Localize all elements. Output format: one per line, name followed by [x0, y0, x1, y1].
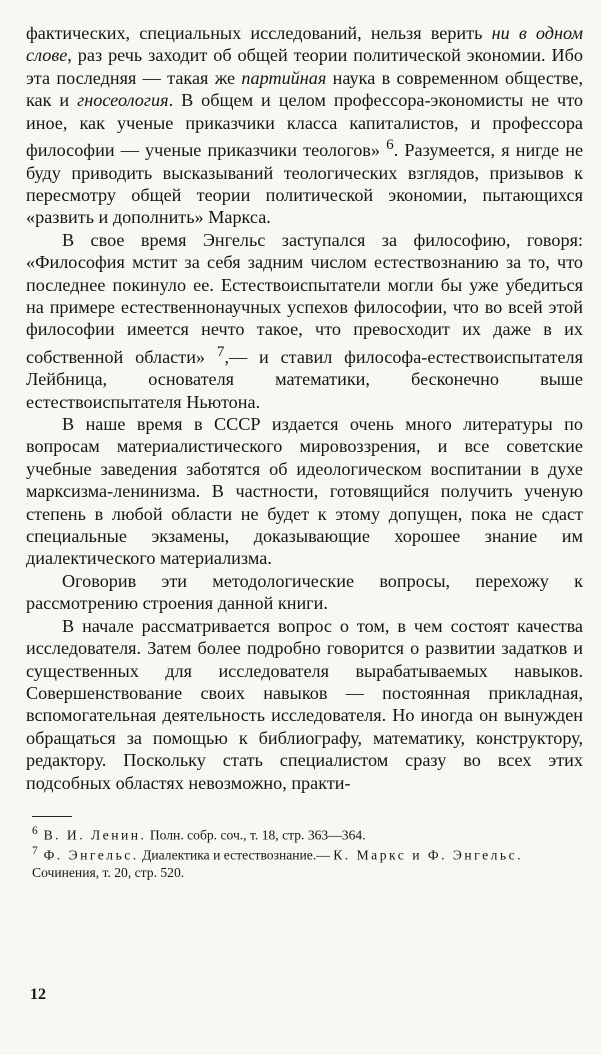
footnote-ref: 6 [32, 824, 38, 837]
text-span: В свое время Энгельс заступался за философию, говоря: «Философия мстит за себя задним числом естествознанию за то, что последнее покинуло ее. Естествоиспытатели могли бы уже убедиться на примере естественнонаучных успехов философии, что во всей этой философии имеется нечто такое, что превосходит их даже в их собственной области» [26, 229, 583, 367]
text-span: К. Маркс и Ф. Энгельс. [333, 848, 524, 863]
footnotes [26, 823, 583, 881]
paragraph [26, 615, 583, 794]
footnote-ref: 7 [32, 845, 38, 858]
main-text [26, 22, 583, 794]
emphasis-text: партийная [241, 67, 327, 88]
text-span: Ф. Энгельс. [37, 848, 139, 863]
text-span: Диалектика и естествознание.— [138, 848, 334, 863]
footnote-separator [32, 816, 72, 817]
page-number: 12 [30, 986, 46, 1003]
text-span: , раз речь заходит об общей теории политической экономии. Ибо эта последняя — такая же [26, 45, 583, 88]
text-span: Сочинения, т. 20, стр. 520. [32, 865, 185, 880]
paragraph [26, 22, 583, 229]
text-span: В наше время в СССР издается очень много литературы по вопросам материалистического мировоззрения, и все советские учебные заведения заботятся об идеологическом воспитании в духе марксизма-ленинизма. В частности, готовящийся получить ученую степень в любой области не будет к этому допущен, пока не сдаст специальные экзамены, доказывающие хорошее знание им диалектического материализма. [26, 414, 583, 569]
text-span: Оговорив эти методологические вопросы, перехожу к рассмотрению строения данной книги. [26, 570, 583, 614]
text-span: Полн. собр. соч., т. 18, стр. 363—364. [146, 827, 366, 843]
footnote [26, 823, 583, 844]
paragraph [26, 229, 583, 413]
text-span: . В общем и целом профессора-экономисты не что иное, как ученые приказчики класса капиталистов, и профессора философии — ученые приказчики теологов» [26, 90, 583, 161]
text-span: наука в современном обществе, как и [26, 67, 583, 111]
text-span: В начале рассматривается вопрос о том, в чем состоят качества исследователя. Затем более подробно говорится о развитии задатков и существенных для исследователя вырабатываемых навыков. Совершенствование своих навыков — постоянная прикладная, вспомогательная деятельность исследователя. Но иногда он вынужден обращаться за помощью к библиографу, математику, конструктору, редактору. Поскольку стать специалистом сразу во всех этих подсобных областях невозможно, практи- [26, 615, 583, 793]
emphasis-text: гносеология [77, 90, 169, 111]
paragraph [26, 570, 583, 615]
text-span: . Разумеется, я нигде не буду приводить высказываний теологических взглядов, призывов к пересмотру общей теории политической экономии, пытающихся «развить и дополнить» Маркса. [26, 140, 584, 228]
footnote-ref: 6 [386, 136, 394, 154]
footnote [26, 843, 583, 881]
text-span: ,— и ставил философа-естествоиспытателя Лейбница, основателя математики, бесконечно выше естествоиспытателя Ньютона. [26, 346, 583, 412]
footnote-ref: 7 [216, 342, 225, 360]
text-span: фактических, специальных исследований, нельзя верить [26, 23, 492, 43]
text-span: В. И. Ленин. [37, 827, 147, 843]
emphasis-text: ни в одном слове [26, 23, 583, 66]
paragraph [26, 413, 583, 570]
